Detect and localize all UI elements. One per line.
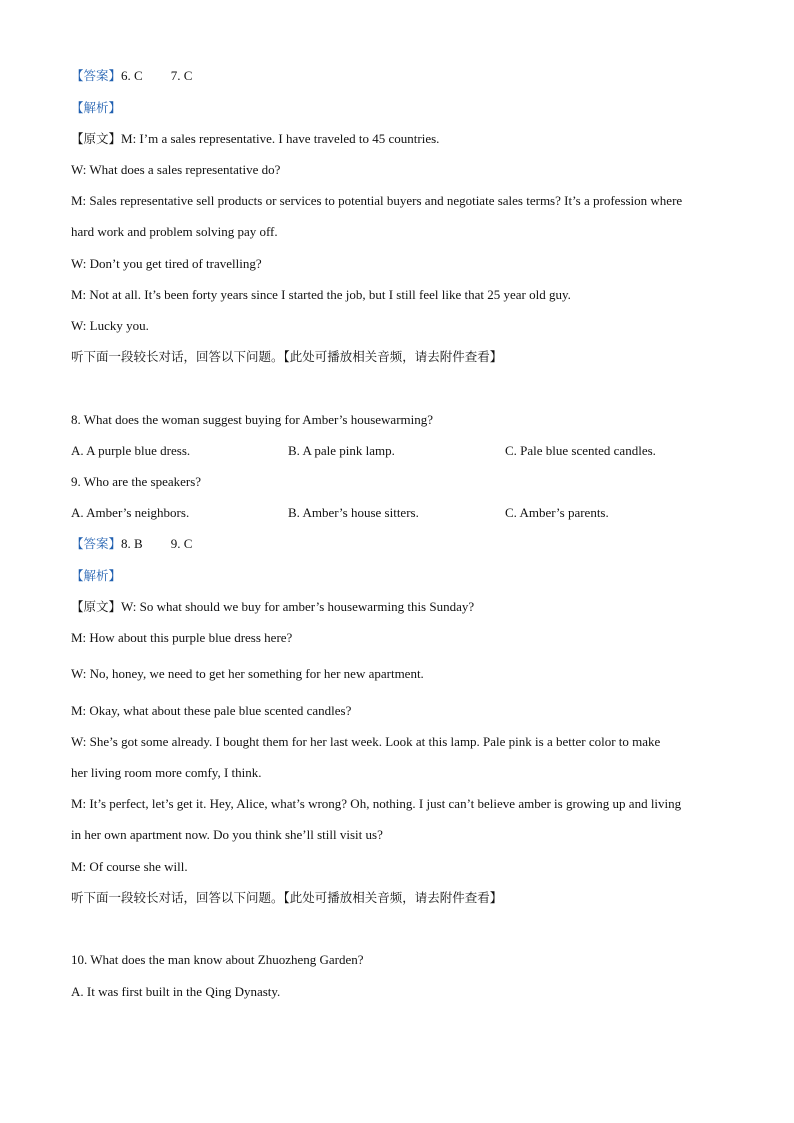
transcript-line: M: Not at all. It’s been forty years since I started the job, but I still feel like that 25 year old guy. xyxy=(71,287,571,302)
option-a: A. Amber’s neighbors. xyxy=(71,505,190,520)
transcript-text: M: I’m a sales representative. I have traveled to 45 countries. xyxy=(121,131,440,146)
answer-line-2 xyxy=(71,536,192,552)
analysis-tag: 【解析】 xyxy=(71,100,122,115)
answer-value: 6. C xyxy=(121,68,143,83)
option-c: C. Amber’s parents. xyxy=(505,505,609,520)
transcript-line: W: No, honey, we need to get her something for her new apartment. xyxy=(71,666,424,681)
answer-tag: 【答案】 xyxy=(71,536,122,551)
option-a: A. It was first built in the Qing Dynasty. xyxy=(71,984,281,999)
answer-value: 9. C xyxy=(170,536,193,551)
transcript-line: hard work and problem solving pay off. xyxy=(71,224,278,239)
transcript-line: M: It’s perfect, let’s get it. Hey, Alice, what’s wrong? Oh, nothing. I just can’t believe amber is growing up and living xyxy=(71,796,682,811)
transcript-line: M: Okay, what about these pale blue scented candles? xyxy=(71,703,352,718)
option-c: C. Pale blue scented candles. xyxy=(505,443,656,458)
transcript-line xyxy=(71,599,474,615)
answer-value: 8. B xyxy=(121,536,143,551)
transcript-line: M: Sales representative sell products or services to potential buyers and negotiate sales terms? It’s a profession where xyxy=(71,193,683,208)
listening-instruction: 听下面一段较长对话，回答以下问题。【此处可播放相关音频，请去附件查看】 xyxy=(71,349,503,364)
transcript-line: in her own apartment now. Do you think she’ll still visit us? xyxy=(71,827,383,842)
question-stem: 8. What does the woman suggest buying for Amber’s housewarming? xyxy=(71,412,434,427)
answer-value: 7. C xyxy=(170,68,193,83)
transcript-tag: 【原文】 xyxy=(71,599,122,614)
transcript-line: W: She’s got some already. I bought them for her last week. Look at this lamp. Pale pink is a better color to make xyxy=(71,734,661,749)
answer-line-1 xyxy=(71,68,192,84)
transcript-line: M: Of course she will. xyxy=(71,859,188,874)
option-b: B. Amber’s house sitters. xyxy=(288,505,419,520)
transcript-line: M: How about this purple blue dress here? xyxy=(71,630,293,645)
option-b: B. A pale pink lamp. xyxy=(288,443,395,458)
transcript-line: W: Don’t you get tired of travelling? xyxy=(71,256,262,271)
transcript-line: W: Lucky you. xyxy=(71,318,149,333)
listening-instruction: 听下面一段较长对话，回答以下问题。【此处可播放相关音频，请去附件查看】 xyxy=(71,890,503,905)
option-a: A. A purple blue dress. xyxy=(71,443,191,458)
transcript-line: W: What does a sales representative do? xyxy=(71,162,281,177)
analysis-tag: 【解析】 xyxy=(71,568,122,583)
question-stem: 10. What does the man know about Zhuozheng Garden? xyxy=(71,952,364,967)
question-stem: 9. Who are the speakers? xyxy=(71,474,202,489)
transcript-line xyxy=(71,131,439,147)
transcript-tag: 【原文】 xyxy=(71,131,122,146)
answer-tag: 【答案】 xyxy=(71,68,122,83)
transcript-text: W: So what should we buy for amber’s housewarming this Sunday? xyxy=(121,599,475,614)
transcript-line: her living room more comfy, I think. xyxy=(71,765,262,780)
